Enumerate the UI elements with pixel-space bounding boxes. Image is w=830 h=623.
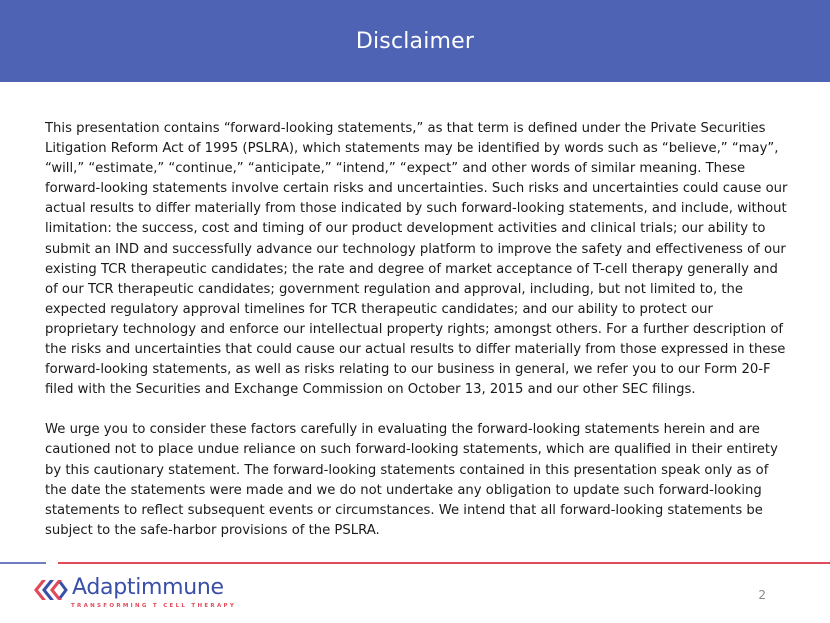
company-logo [30,574,237,614]
footer-divider-blue [0,562,46,564]
disclaimer-paragraph-2: We urge you to consider these factors carefully in evaluating the forward-looking statements herein and are cautioned not to place undue reliance on such forward-looking statements, which are qualified in their entirety by this cautionary statement. The forward-looking statements contained in this presentation speak only as of the date the statements were made and we do not undertake any obligation to update such forward-looking statements to reflect subsequent events or circumstances. We intend that all forward-looking statements be subject to the safe-harbor provisions of the PSLRA. [45,422,778,538]
page-number: 2 [758,588,766,602]
logo-tagline: TRANSFORMING T CELL THERAPY [71,603,237,609]
slide-header [0,0,830,82]
logo-wordmark: Adaptimmune [72,575,224,600]
disclaimer-body [45,119,790,541]
adaptimmune-logo-icon [30,576,70,604]
slide-title: Disclaimer [355,28,475,54]
disclaimer-paragraph-1: This presentation contains “forward-looking statements,” as that term is defined under the Private Securities Litigation Reform Act of 1995 (PSLRA), which statements may be identified by words such as “believe,” “may”, “will,” “estimate,” “continue,” “anticipate,” “intend,” “expect” and other words of similar meaning. These forward-looking statements involve certain risks and uncertainties. Such risks and uncertainties could cause our actual results to differ materially from those indicated by such forward-looking statements, and include, without limitation: the success, cost and timing of our product development activities and clinical trials; our ability to submit an IND and successfully advance our technology platform to improve the safety and effectiveness of our existing TCR therapeutic candidates; the rate and degree of market acceptance of T-cell therapy generally and of our TCR therapeutic candidates; government regulation and approval, including, but not limited to, the expected regulatory approval timelines for TCR therapeutic candidates; and our ability to protect our proprietary technology and enforce our intellectual property rights; amongst others. For a further description of the risks and uncertainties that could cause our actual results to differ materially from those expressed in these forward-looking statements, as well as risks relating to our business in general, we refer you to our Form 20-F filed with the Securities and Exchange Commission on October 13, 2015 and our other SEC filings. [45,121,788,398]
footer-divider-red [58,562,830,564]
